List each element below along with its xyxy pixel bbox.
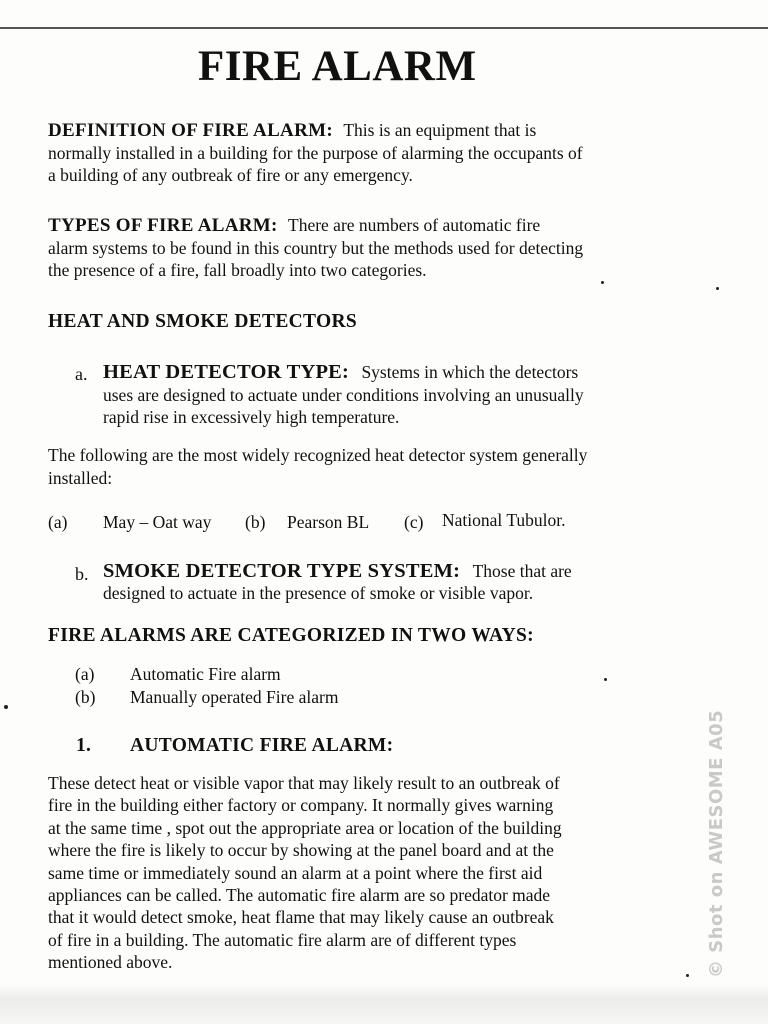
category-b-text: Manually operated Fire alarm xyxy=(130,687,339,707)
scan-speck xyxy=(686,974,689,977)
automatic-line-6: appliances can be called. The automatic fire alarm are so predator made xyxy=(48,885,551,906)
smoke-detector-line-1 xyxy=(103,560,572,583)
definition-heading: DEFINITION OF FIRE ALARM: xyxy=(48,120,333,141)
heat-detector-line-1 xyxy=(103,361,578,384)
heat-detector-marker: a. xyxy=(75,364,88,384)
system-c-text: National Tubulor. xyxy=(442,510,566,530)
heat-smoke-heading: HEAT AND SMOKE DETECTORS xyxy=(48,311,357,332)
types-text-2: alarm systems to be found in this country but the methods used for detecting xyxy=(48,238,584,258)
system-b-text: Pearson BL xyxy=(287,512,370,532)
scan-speck xyxy=(604,678,607,681)
system-b-marker: (b) xyxy=(245,512,266,532)
types-line-1 xyxy=(48,215,540,237)
camera-watermark-text: © Shot on AWESOME A05 xyxy=(706,709,727,978)
automatic-line-5: same time or immediately sound an alarm at a point where the first aid xyxy=(48,862,543,883)
system-a-marker: (a) xyxy=(48,512,68,532)
automatic-line-2: fire in the building either factory or company. It normally gives warning xyxy=(48,795,554,816)
category-b-marker: (b) xyxy=(75,687,96,707)
automatic-number: 1. xyxy=(76,735,92,756)
category-a-marker: (a) xyxy=(75,664,95,684)
categorized-heading: FIRE ALARMS ARE CATEGORIZED IN TWO WAYS: xyxy=(48,625,534,646)
automatic-line-3: at the same time , spot out the appropriate area or location of the building xyxy=(48,817,562,838)
automatic-line-4: where the fire is likely to occur by showing at the panel board and at the xyxy=(48,840,554,861)
automatic-line-9: mentioned above. xyxy=(48,952,173,973)
heat-detector-text-3: rapid rise in excessively high temperature. xyxy=(103,407,400,427)
definition-text-2: normally installed in a building for the purpose of alarming the occupants of xyxy=(48,143,583,163)
system-c-marker: (c) xyxy=(404,512,424,532)
recognized-text-1: The following are the most widely recognized heat detector system generally xyxy=(48,445,588,465)
camera-watermark xyxy=(700,708,734,978)
system-a-text: May – Oat way xyxy=(103,512,212,532)
heat-detector-text-1: Systems in which the detectors xyxy=(361,362,579,382)
smoke-detector-text-2: designed to actuate in the presence of smoke or visible vapor. xyxy=(103,583,534,603)
page-title: FIRE ALARM xyxy=(198,43,477,90)
scan-speck xyxy=(716,287,719,290)
automatic-body xyxy=(48,772,698,974)
types-text-1: There are numbers of automatic fire xyxy=(288,215,541,235)
heat-detector-text-2: uses are designed to actuate under conditions involving an unusually xyxy=(103,385,584,405)
automatic-line-1: These detect heat or visible vapor that may likely result to an outbreak of xyxy=(48,773,560,793)
definition-text-1: This is an equipment that is xyxy=(343,120,537,140)
automatic-heading: AUTOMATIC FIRE ALARM: xyxy=(130,735,394,756)
types-heading: TYPES OF FIRE ALARM: xyxy=(48,215,278,236)
recognized-text-2: installed: xyxy=(48,468,113,488)
heat-detector-heading: HEAT DETECTOR TYPE: xyxy=(103,361,350,383)
smoke-detector-marker: b. xyxy=(75,564,89,584)
scan-speck xyxy=(601,281,604,284)
smoke-detector-heading: SMOKE DETECTOR TYPE SYSTEM: xyxy=(103,560,461,582)
automatic-line-8: of fire in a building. The automatic fire alarm are of different types xyxy=(48,929,517,950)
scan-speck xyxy=(4,705,8,709)
top-edge-rule xyxy=(0,27,768,29)
definition-text-3: a building of any outbreak of fire or any emergency. xyxy=(48,165,413,185)
smoke-detector-text-1: Those that are xyxy=(472,561,572,581)
definition-line-1 xyxy=(48,120,536,142)
bottom-page-edge xyxy=(0,984,768,1024)
category-a-text: Automatic Fire alarm xyxy=(130,664,281,684)
automatic-line-7: that it would detect smoke, heat flame that may likely cause an outbreak xyxy=(48,907,554,928)
types-text-3: the presence of a fire, fall broadly into two categories. xyxy=(48,260,427,280)
